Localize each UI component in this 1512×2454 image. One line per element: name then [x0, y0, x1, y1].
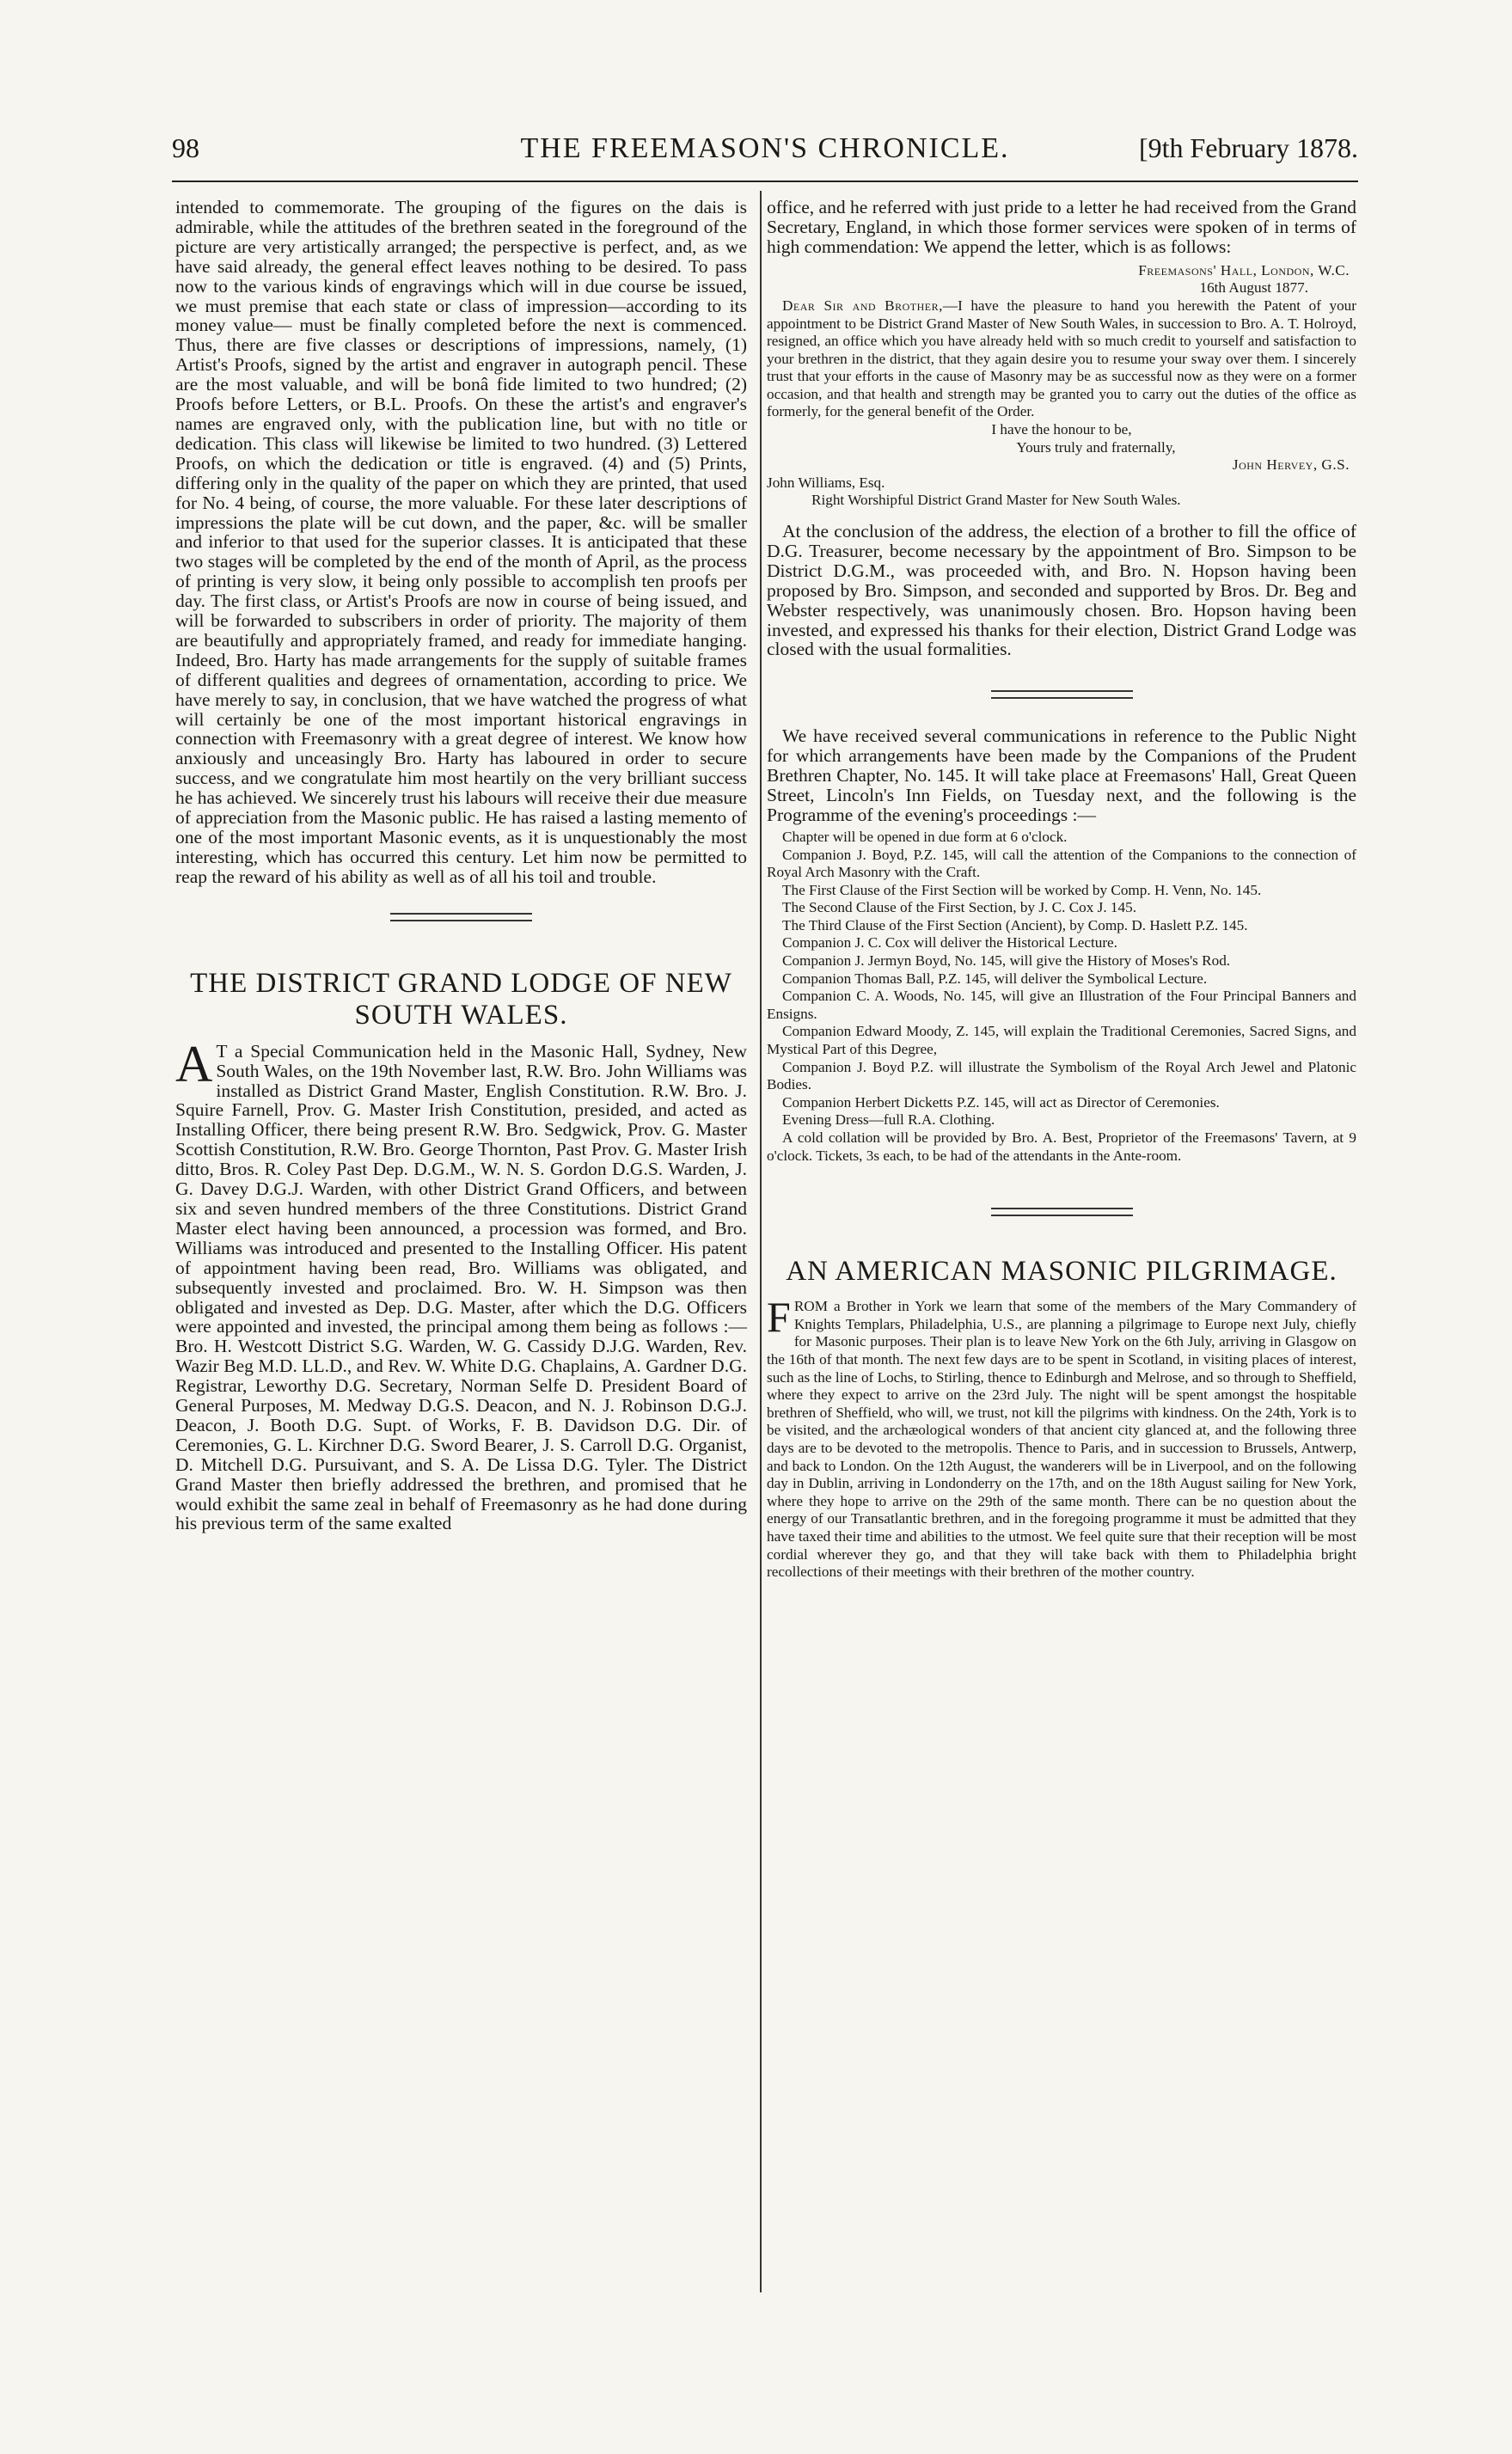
letter-signature: John Hervey, G.S. — [1232, 456, 1350, 474]
programme-item: The Second Clause of the First Section, by J. C. Cox J. 145. — [782, 899, 1136, 916]
letter-salutation: Dear Sir and Brother, — [782, 297, 943, 314]
programme-item: Evening Dress—full R.A. Clothing. — [782, 1111, 995, 1129]
letter-intro-text: office, and he referred with just pride to a letter he had received from the Grand Secretary, England, in which those former services were spoken of in terms of high commendation: We append the letter, which is as follows: — [767, 197, 1356, 257]
programme-item: Chapter will be opened in due form at 6 o'clock. — [782, 828, 1068, 845]
letter-body-paragraph — [767, 297, 1356, 421]
section-title-american-pilgrimage: AN AMERICAN MASONIC PILGRIMAGE. — [786, 1256, 1338, 1288]
letter-recipient-title: Right Worshipful District Grand Master for New South Wales. — [811, 492, 1181, 509]
programme-item: Companion Edward Moody, Z. 145, will explain the Traditional Ceremonies, Sacred Signs, and Mystical Part of this Degree, — [767, 1023, 1356, 1058]
letter-date: 16th August 1877. — [1199, 279, 1308, 297]
programme-item: Companion J. C. Cox will deliver the Historical Lecture. — [782, 934, 1117, 952]
programme-item: Companion Herbert Dicketts P.Z. 145, will act as Director of Ceremonies. — [782, 1093, 1220, 1111]
programme-item: The First Clause of the First Section will be worked by Comp. H. Venn, No. 145. — [782, 881, 1262, 898]
drop-cap: A — [175, 1035, 213, 1092]
issue-date: [9th February 1878. — [1138, 132, 1358, 163]
letter-closing-1: I have the honour to be, — [991, 421, 1132, 438]
pilgrimage-text — [767, 1293, 1356, 1582]
letter-closing-2: Yours truly and fraternally, — [1016, 438, 1176, 456]
programme-item: Companion J. Jermyn Boyd, No. 145, will give the History of Moses's Rod. — [782, 952, 1231, 970]
header-rule — [172, 181, 1358, 182]
page-number: 98 — [172, 132, 199, 163]
programme-list — [767, 829, 1356, 1165]
programme-item: A cold collation will be provided by Bro. A. Best, Proprietor of the Freemasons' Tavern, at 9 o'clock. Tickets, 3s each, to be had of the attendants in the Ante-room. — [767, 1129, 1356, 1164]
district-grand-lodge-text — [175, 1035, 747, 1534]
masthead-title: THE FREEMASON'S CHRONICLE. — [520, 132, 1010, 164]
programme-item: Companion J. Boyd, P.Z. 145, will call the attention of the Companions to the connection of Royal Arch Masonry with the Craft. — [767, 846, 1356, 881]
programme-item: The Third Clause of the First Section (Ancient), by Comp. D. Haslett P.Z. 145. — [782, 916, 1248, 933]
programme-item: Companion Thomas Ball, P.Z. 145, will deliver the Symbolical Lecture. — [782, 970, 1208, 987]
section-separator — [390, 913, 532, 921]
programme-item: Companion C. A. Woods, No. 145, will give an Illustration of the Four Principal Banners and Ensigns. — [767, 988, 1356, 1022]
district-grand-lodge-body: T a Special Communication held in the Masonic Hall, Sydney, New South Wales, on the 19th November last, R.W. Bro. John Williams was installed as District Grand Master, English Constitution. R.W. Bro. J. Squire Farnell, Prov. G. Master Irish Constitution, presided, and acted as Installing Officer, there being present R.W. Bro. Sedgwick, Prov. G. Master Scottish Constitution, R.W. Bro. George Thornton, Past Prov. G. Master Irish ditto, Bros. R. Coley Past Dep. D.G.M., W. N. S. Gordon D.G.S. Warden, J. G. Davey D.G.J. Warden, with other District Grand Officers, and between six and seven hundred members of the three Constitutions. District Grand Master elect having been announced, a procession was formed, and Bro. Williams was introduced and presented to the Installing Officer. His patent of appointment having been read, Bro. Williams was obligated, and subsequently invested and proclaimed. Bro. W. H. Simpson was then obligated and invested as Dep. D.G. Master, after which the D.G. Officers were appointed and invested, the principal among them being as follows :—Bro. H. Westcott District S.G. Warden, W. G. Cassidy D.J.G. Warden, Rev. Wazir Beg M.D. LL.D., and Rev. W. White D.G. Chaplains, A. Gardner D.G. Registrar, Leworthy D.G. Secretary, Norman Selfe D. President Board of General Purposes, M. Medway D.G.S. Deacon, and N. J. Robinson D.G.J. Deacon, J. Booth D.G. Supt. of Works, F. B. Davidson D.G. Dir. of Ceremonies, G. L. Kirchner D.G. Sword Bearer, J. S. Carroll D.G. Organist, D. Mitchell D.G. Pursuivant, and S. A. De Lissa D.G. Tyler. The District Grand Master then briefly addressed the brethren, and promised that he would exhibit the same zeal in behalf of Freemasonry as he had done during his previous term of the same exalted — [175, 1040, 747, 1534]
right-column — [767, 198, 1356, 1582]
section-separator — [991, 1208, 1133, 1216]
left-column — [175, 198, 747, 1533]
section-separator — [991, 690, 1133, 699]
letter-recipient: John Williams, Esq. — [767, 474, 885, 491]
section-title-district-grand-lodge: THE DISTRICT GRAND LODGE OF NEW SOUTH WALES. — [190, 967, 732, 1031]
public-night-text: We have received several communications in reference to the Public Night for which arrangements have been made by the Companions of the Prudent Brethren Chapter, No. 145. It will take place at Freemasons' Hall, Great Queen Street, Lincoln's Inn Fields, on Tuesday next, and the following is the Programme of the evening's proceedings :— — [767, 725, 1356, 825]
letter-address: Freemasons' Hall, London, W.C. — [1138, 261, 1350, 278]
column-divider — [760, 191, 762, 2292]
programme-item: Companion J. Boyd P.Z. will illustrate the Symbolism of the Royal Arch Jewel and Platonic Bodies. — [767, 1058, 1356, 1093]
pilgrimage-body: ROM a Brother in York we learn that some of the members of the Mary Commandery of Knights Templars, Philadelphia, U.S., are planning a pilgrimage to Europe next July, chiefly for Masonic purposes. Their plan is to leave New York on the 6th July, arriving in Glasgow on the 16th of that month. The next few days are to be spent in Scotland, in visiting places of interest, such as the line of Lochs, to Stirling, thence to Edinburgh and Melrose, and so through to Sheffield, where they expect to arrive on the 23rd July. The night will be spent amongst the hospitable brethren of Sheffield, who will, we trust, not kill the pilgrims with kindness. On the 24th, York is to be visited, and the archæological wonders of that ancient city glanced at, and the following three days are to be devoted to the metropolis. Thence to Paris, and in succession to Brussels, Antwerp, and back to London. On the 12th August, the wanderers will be in Liverpool, and on the following day in Dublin, arriving in Londonderry on the 17th, and on the 18th August sailing for New York, where they hope to arrive on the 29th of the same month. There can be no question about the energy of our Transatlantic brethren, and in the foregoing programme it must be admitted that they have taxed their time and abilities to the utmost. We feel quite sure that their reception will be most cordial wherever they go, and that they will take back with them to Philadelphia bright recollections of their meetings with their brethren of the mother country. — [767, 1298, 1356, 1581]
drop-cap: F — [767, 1293, 791, 1342]
page-header — [172, 132, 1358, 175]
election-text: At the conclusion of the address, the election of a brother to fill the office of D.G. Treasurer, become necessary by the appointment of Bro. Simpson to be District D.G.M., was proceeded with, and Bro. N. Hopson having been proposed by Bro. Simpson, and seconded and supported by Bros. Dr. Beg and Webster respectively, was unanimously chosen. Bro. Hopson having been invested, and expressed his thanks for their election, District Grand Lodge was closed with the usual formalities. — [767, 521, 1356, 660]
letter-block — [767, 262, 1356, 510]
letter-body: —I have the pleasure to hand you herewith the Patent of your appointment to be District Grand Master of New South Wales, in succession to Bro. A. T. Holroyd, resigned, an office which you have already held with so much credit to yourself and satisfaction to your brethren in the district, that they again desire you to resume your sway over them. I sincerely trust that your efforts in the cause of Masonry may be as successful now as they were on a former occasion, and that health and strength may be granted you to carry out the duties of the office as formerly, for the general benefit of the Order. — [767, 297, 1356, 420]
engraving-article-text: intended to commemorate. The grouping of the figures on the dais is admirable, while the attitudes of the brethren seated in the foreground of the picture are very artistically arranged; the perspective is perfect, and, as we have said already, the general effect leaves nothing to be desired. To pass now to the various kinds of engravings which will in due course be issued, we must premise that each state or class of impression—according to its money value— must be finally completed before the next is commenced. Thus, there are five classes or descriptions of impressions, namely, (1) Artist's Proofs, signed by the artist and engraver in autograph pencil. These are the most valuable, and will be bonâ fide limited to two hundred; (2) Proofs before Letters, or B.L. Proofs. On these the artist's and engraver's names are engraved only, with the publication line, but with no title or dedication. This class will likewise be limited to two hundred. (3) Lettered Proofs, on which the dedication or title is engraved. (4) and (5) Prints, differing only in the quality of the paper on which they are printed, that used for No. 4 being, of course, the more valuable. For these later descriptions of impressions the plate will be cut down, and the paper, &c. will be smaller and inferior to that used for the superior classes. It is anticipated that these two stages will be completed by the end of the month of April, as the process of printing is very slow, it being only possible to accomplish ten proofs per day. The first class, or Artist's Proofs are now in course of being issued, and will be forwarded to subscribers in order of priority. The majority of them are beautifully and appropriately framed, and ready for immediate hanging. Indeed, Bro. Harty has made arrangements for the supply of suitable frames of different qualities and degrees of ornamentation, according to price. We have merely to say, in conclusion, that we have watched the progress of what will certainly be one of the most important historical engravings in connection with Freemasonry with a great degree of interest. We know how anxiously and unceasingly Bro. Harty has laboured in order to secure success, and we congratulate him most heartily on the very brilliant success he has achieved. We sincerely trust his labours will receive their due measure of appreciation from the Masonic public. He has raised a lasting memento of one of the most important Masonic events, as it is unquestionably the most interesting, which has occurred this century. Let him now be permitted to reap the reward of his ability as well as of all his toil and trouble. — [175, 197, 747, 887]
